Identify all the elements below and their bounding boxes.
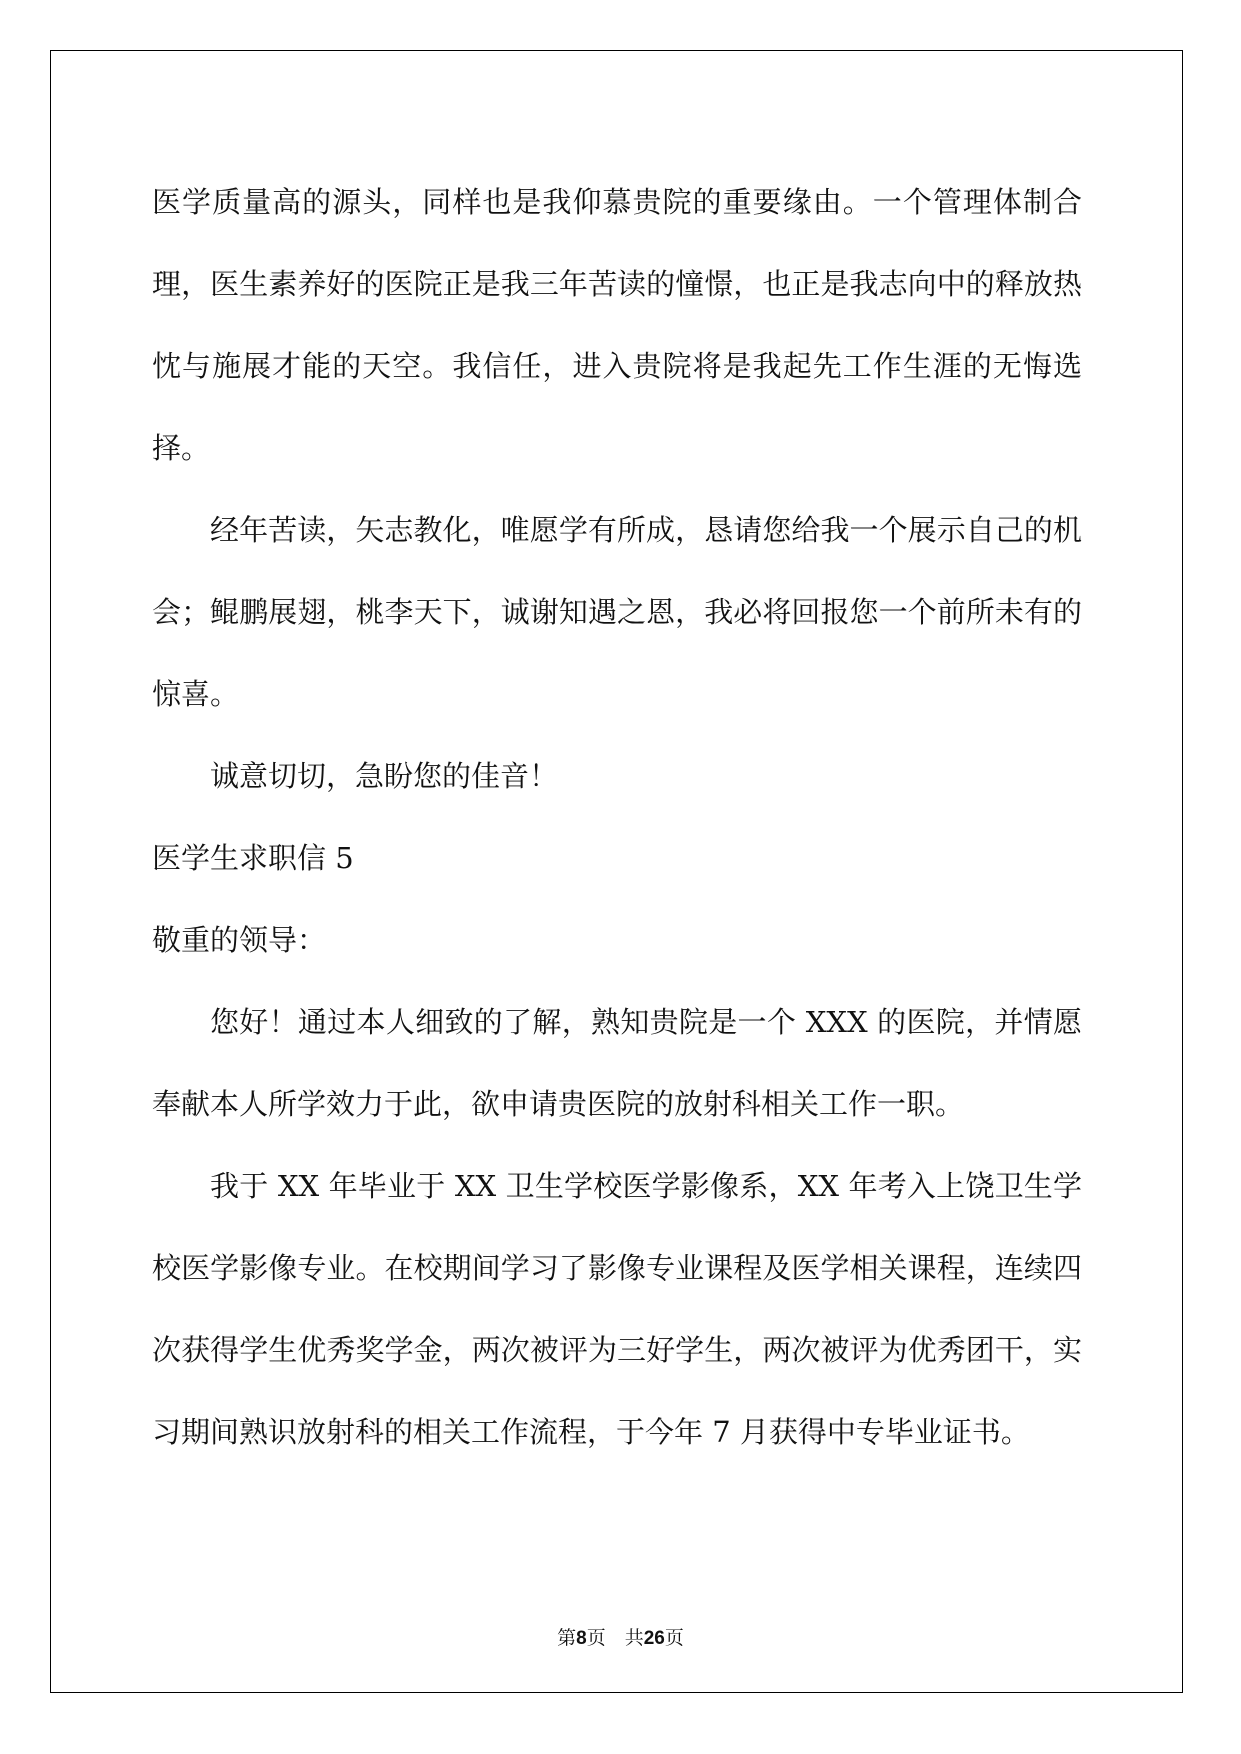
section-title: 医学生求职信 5	[152, 841, 354, 875]
footer-prefix: 第	[557, 1627, 577, 1649]
page-footer	[0, 1623, 1241, 1650]
total-pages-number: 26	[643, 1628, 665, 1649]
paragraph-3: 诚意切切，急盼您的佳音！	[210, 759, 559, 793]
footer-middle: 页 共	[586, 1627, 644, 1649]
current-page-number: 8	[576, 1628, 587, 1649]
salutation: 敬重的领导：	[152, 923, 327, 957]
paragraph-5: 我于 XX 年毕业于 XX 卫生学校医学影像系，XX 年考入上饶卫生学校医学影像专业。在校期间学习了影像专业课程及医学相关课程，连续四次获得学生优秀奖学金，两次被评为三好学生，两次被评为优秀团干，实习期间熟识放射科的相关工作流程，于今年 7 月获得中专毕业证书。	[152, 1169, 1082, 1449]
document-body	[152, 161, 1082, 1473]
paragraph-1: 医学质量高的源头，同样也是我仰慕贵院的重要缘由。一个管理体制合理，医生素养好的医院正是我三年苦读的憧憬，也正是我志向中的释放热忱与施展才能的天空。我信任，进入贵院将是我起先工作生涯的无悔选择。	[152, 185, 1082, 465]
footer-suffix: 页	[664, 1627, 684, 1649]
paragraph-2: 经年苦读，矢志教化，唯愿学有所成，恳请您给我一个展示自己的机会；鲲鹏展翅，桃李天下，诚谢知遇之恩，我必将回报您一个前所未有的惊喜。	[152, 513, 1082, 711]
paragraph-4: 您好！通过本人细致的了解，熟知贵院是一个 XXX 的医院，并情愿奉献本人所学效力于此，欲申请贵医院的放射科相关工作一职。	[152, 1005, 1082, 1121]
